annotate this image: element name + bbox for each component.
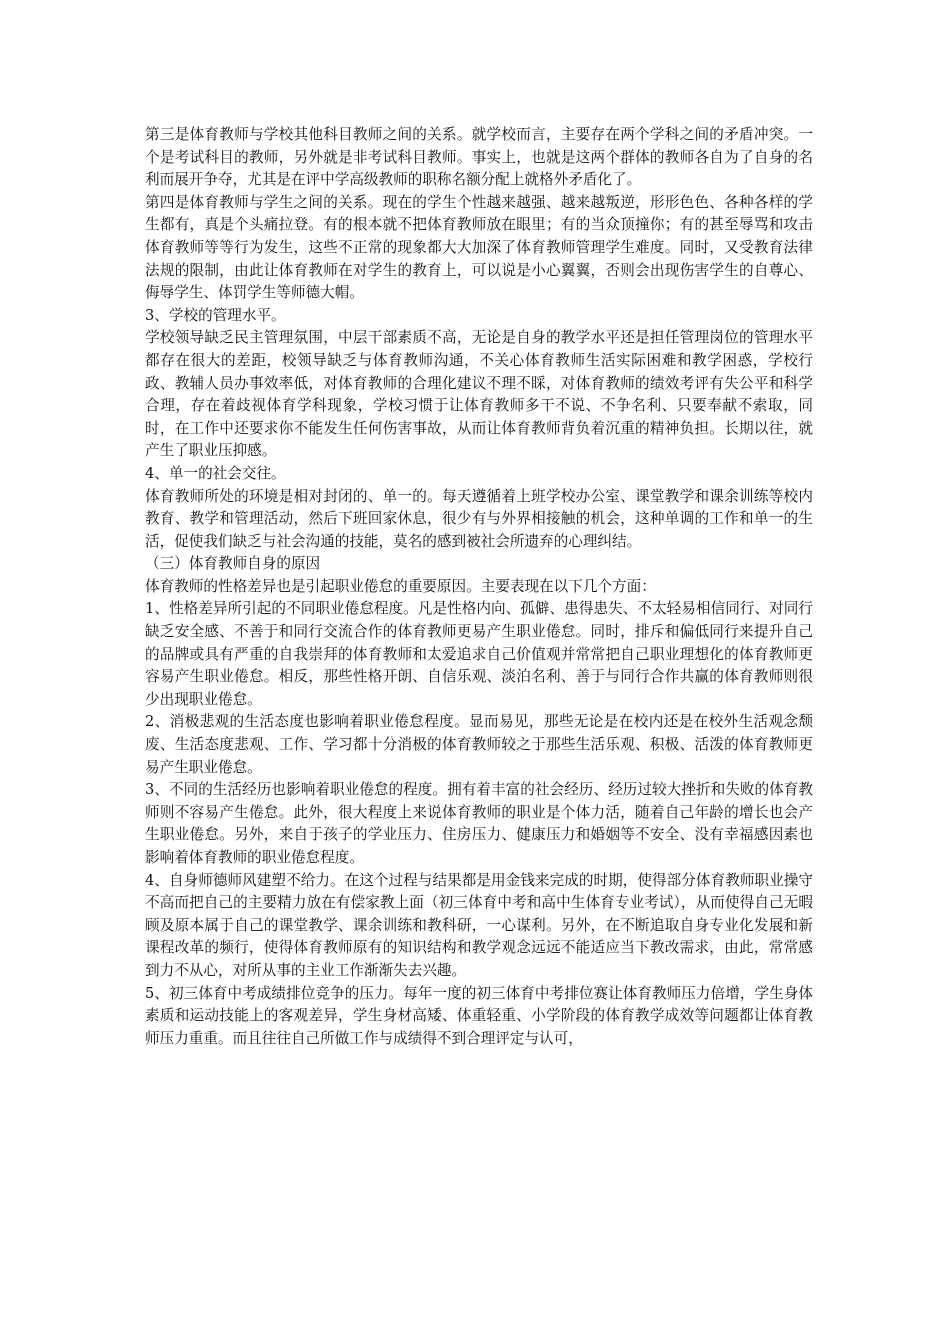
paragraph: 学校领导缺乏民主管理氛围，中层干部素质不高，无论是自身的教学水平还是担任管理岗位的管理水平都存在很大的差距，校领导缺乏与体育教师沟通，不关心体育教师生活实际困难和教学困惑，学校行政、教辅人员办事效率低，对体育教师的合理化建议不理不睬，对体育教师的绩效考评有失公平和科学合理，存在着歧视体育学科现象，学校习惯于让体育教师多干不说、不争名利、只要奉献不索取，同时，在工作中还要求你不能发生任何伤害事故，从而让体育教师背负着沉重的精神负担。长期以往，就产生了职业压抑感。: [145, 329, 813, 460]
paragraph: 2、消极悲观的生活态度也影响着职业倦怠程度。显而易见，那些无论是在校内还是在校外生活观念颓废、生活态度悲观、工作、学习都十分消极的体育教师较之于那些生活乐观、积极、活泼的体育教师更易产生职业倦怠。: [145, 713, 813, 776]
section-heading: 4、单一的社会交往。: [145, 464, 286, 482]
section-heading: （三）体育教师自身的原因: [145, 555, 321, 573]
paragraph: 体育教师的性格差异也是引起职业倦怠的重要原因。主要表现在以下几个方面：: [145, 577, 656, 595]
paragraph: 5、初三体育中考成绩排位竞争的压力。每年一度的初三体育中考排位赛让体育教师压力倍增，学生身体素质和运动技能上的客观差异，学生身材高矮、体重轻重、小学阶段的体育教学成效等问题都让体育教师压力重重。而且往往自己所做工作与成绩得不到合理评定与认可，: [145, 984, 813, 1047]
paragraph: 3、不同的生活经历也影响着职业倦怠的程度。拥有着丰富的社会经历、经历过较大挫折和失败的体育教师则不容易产生倦怠。此外，很大程度上来说体育教师的职业是个体力活，随着自己年龄的增长也会产生职业倦怠。另外，来自于孩子的学业压力、住房压力、健康压力和婚姻等不安全、没有幸福感因素也影响着体育教师的职业倦怠程度。: [145, 781, 813, 866]
paragraph: 1、性格差异所引起的不同职业倦怠程度。凡是性格内向、孤僻、患得患失、不太轻易相信同行、对同行缺乏安全感、不善于和同行交流合作的体育教师更易产生职业倦怠。同时，排斥和偏低同行来提升自己的品牌或具有严重的自我崇拜的体育教师和太爱追求自己价值观并常常把自己职业理想化的体育教师更容易产生职业倦怠。相反，那些性格开朗、自信乐观、淡泊名利、善于与同行合作共赢的体育教师则很少出现职业倦怠。: [145, 600, 813, 708]
paragraph: 第三是体育教师与学校其他科目教师之间的关系。就学校而言，主要存在两个学科之间的矛盾冲突。一个是考试科目的教师，另外就是非考试科目教师。事实上，也就是这两个群体的教师各自为了自身的名利而展开争夺，尤其是在评中学高级教师的职称名额分配上就格外矛盾化了。: [145, 126, 813, 189]
paragraph: 4、自身师德师风建塑不给力。在这个过程与结果都是用金钱来完成的时期，使得部分体育教师职业操守不高而把自己的主要精力放在有偿家教上面（初三体育中考和高中生体育专业考试），从而使得自己无暇顾及原本属于自己的课堂教学、课余训练和教科研，一心谋利。另外，在不断追取自身专业化发展和新课程改革的频行，使得体育教师原有的知识结构和教学观念远远不能适应当下教改需求，由此，常常感到力不从心，对所从事的主业工作渐渐失去兴趣。: [145, 871, 813, 979]
paragraph: 第四是体育教师与学生之间的关系。现在的学生个性越来越强、越来越叛逆，形形色色、各种各样的学生都有，真是个头痛拉登。有的根本就不把体育教师放在眼里；有的当众顶撞你；有的甚至辱骂和攻击体育教师等等行为发生，这些不正常的现象都大大加深了体育教师管理学生难度。同时，又受教育法律法规的限制，由此让体育教师在对学生的教育上，可以说是小心翼翼，否则会出现伤害学生的自尊心、侮辱学生、体罚学生等师德大帽。: [145, 193, 813, 302]
paragraph: 体育教师所处的环境是相对封闭的、单一的。每天遵循着上班学校办公室、课堂教学和课余训练等校内教育、教学和管理活动，然后下班回家休息，很少有与外界相接触的机会，这种单调的工作和单一的生活，促使我们缺乏与社会沟通的技能，莫名的感到被社会所遗弃的心理纠结。: [145, 487, 813, 550]
section-heading: 3、学校的管理水平。: [145, 306, 286, 324]
document-body: [145, 124, 813, 1050]
